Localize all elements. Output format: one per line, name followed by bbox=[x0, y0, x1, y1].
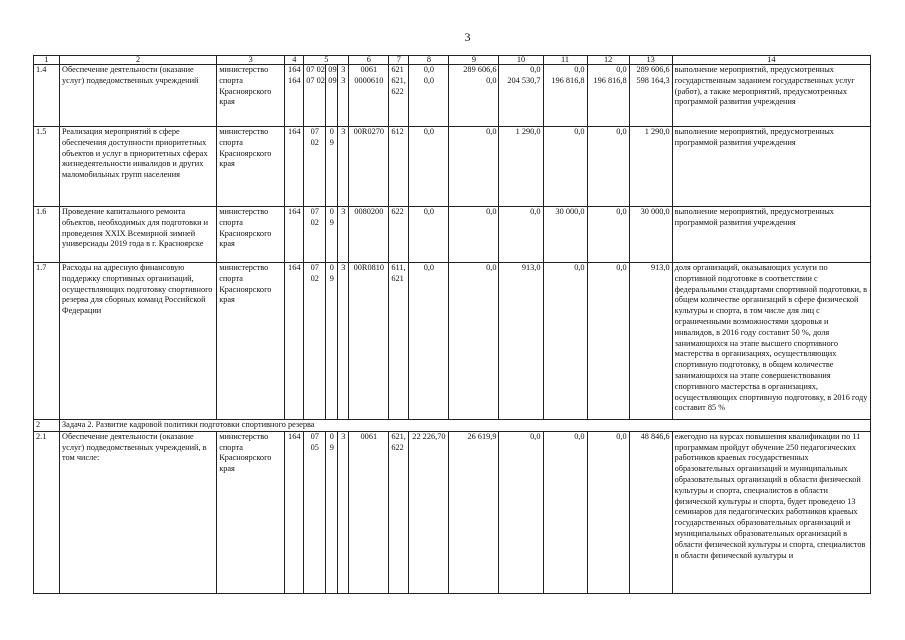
code-cell: 164 bbox=[285, 263, 304, 420]
value-cell: 0,0 bbox=[499, 431, 543, 593]
activity-name: Реализация мероприятий в сфере обеспечения доступности приоритетных объектов и услуг в приоритетных сферах жизнедеятельности инвалидов и других маломобильных групп населения bbox=[60, 127, 217, 207]
code-cell: 07 05 bbox=[304, 431, 326, 593]
code-cell: 3 bbox=[338, 127, 349, 207]
value-cell: 0,0 bbox=[587, 263, 629, 420]
header-cell: 2 bbox=[60, 56, 217, 65]
code-cell: 09 09 bbox=[326, 65, 338, 127]
value-cell: 0,0 0,0 bbox=[409, 65, 449, 127]
row-number: 1.5 bbox=[34, 127, 60, 207]
value-cell: 0,0 bbox=[449, 207, 499, 263]
code-cell: 07 02 07 02 bbox=[304, 65, 326, 127]
value-cell: 30 000,0 bbox=[543, 207, 587, 263]
table-row bbox=[34, 263, 871, 420]
header-cell: 8 bbox=[409, 56, 449, 65]
value-cell: 0,0 bbox=[587, 207, 629, 263]
code-cell: 3 bbox=[338, 207, 349, 263]
table-row bbox=[34, 65, 871, 127]
value-cell: 913,0 bbox=[499, 263, 543, 420]
header-cell: 7 bbox=[389, 56, 409, 65]
code-cell: 07 02 bbox=[304, 127, 326, 207]
code-cell: 622 bbox=[389, 207, 409, 263]
value-cell: 48 846,6 bbox=[629, 431, 672, 593]
task-row bbox=[34, 420, 871, 432]
value-cell: 1 290,0 bbox=[499, 127, 543, 207]
header-cell: 12 bbox=[587, 56, 629, 65]
value-cell: 30 000,0 bbox=[629, 207, 672, 263]
activity-name: Расходы на адресную финансовую поддержку спортивных организаций, осуществляющих подготовку спортивного резерва для сборных команд Российской Федерации bbox=[60, 263, 217, 420]
code-cell: 00R0810 bbox=[349, 263, 389, 420]
header-cell: 3 bbox=[217, 56, 285, 65]
header-cell: 11 bbox=[543, 56, 587, 65]
activity-name: Обеспечение деятельности (оказание услуг) подведомственных учреждений, в том числе: bbox=[60, 431, 217, 593]
program-table bbox=[33, 55, 871, 594]
code-cell: 164 bbox=[285, 207, 304, 263]
grbs-name: министерство спорта Красноярского края bbox=[217, 65, 285, 127]
value-cell: 26 619,9 bbox=[449, 431, 499, 593]
grbs-name: министерство спорта Красноярского края bbox=[217, 263, 285, 420]
task-number: 2 bbox=[34, 420, 60, 432]
code-cell: 621 621, 622 bbox=[389, 65, 409, 127]
header-cell: 1 bbox=[34, 56, 60, 65]
value-cell: 22 226,70 bbox=[409, 431, 449, 593]
table-row bbox=[34, 127, 871, 207]
header-cell: 5 bbox=[304, 56, 349, 65]
page-number: 3 bbox=[464, 30, 471, 44]
expected-result: выполнение мероприятий, предусмотренных государственным заданием государственных услуг (работ), а также мероприятий, предусмотренных программой развития учреждения bbox=[672, 65, 870, 127]
activity-name: Обеспечение деятельности (оказание услуг) подведомственных учреждений bbox=[60, 65, 217, 127]
value-cell: 0,0 bbox=[449, 127, 499, 207]
code-cell: 3 3 bbox=[338, 65, 349, 127]
value-cell: 0,0 bbox=[499, 207, 543, 263]
expected-result: доля организаций, оказывающих услуги по спортивной подготовке в соответствии с федеральными стандартами спортивной подготовки, в общем количестве организаций в сфере физической культуры и спорта, в том числе для лиц с ограниченными возможностями здоровья и инвалидов, в 2016 году составит 50 %, доля занимающихся на этапе высшего спортивного мастерства в организациях, осуществляющих спортивную подготовку, в общем количестве занимающихся на этапе совершенствования спортивного мастерства в организациях, осуществляющих спортивную подготовку, в 2016 году составит 85 % bbox=[672, 263, 870, 420]
table-row bbox=[34, 431, 871, 593]
value-cell: 0,0 bbox=[587, 431, 629, 593]
value-cell: 913,0 bbox=[629, 263, 672, 420]
header-cell: 6 bbox=[349, 56, 389, 65]
value-cell: 0,0 bbox=[543, 127, 587, 207]
row-number: 1.4 bbox=[34, 65, 60, 127]
header-cell: 14 bbox=[672, 56, 870, 65]
code-cell: 3 bbox=[338, 431, 349, 593]
code-cell: 0061 0000610 bbox=[349, 65, 389, 127]
header-row bbox=[34, 56, 871, 65]
header-cell: 9 bbox=[449, 56, 499, 65]
value-cell: 0,0 bbox=[409, 207, 449, 263]
code-cell: 621, 622 bbox=[389, 431, 409, 593]
value-cell: 289 606,6 598 164,3 bbox=[629, 65, 672, 127]
grbs-name: министерство спорта Красноярского края bbox=[217, 127, 285, 207]
value-cell: 1 290,0 bbox=[629, 127, 672, 207]
code-cell: 164 bbox=[285, 431, 304, 593]
value-cell: 0,0 bbox=[543, 431, 587, 593]
value-cell: 0,0 196 816,8 bbox=[543, 65, 587, 127]
code-cell: 611, 621 bbox=[389, 263, 409, 420]
row-number: 2.1 bbox=[34, 431, 60, 593]
grbs-name: министерство спорта Красноярского края bbox=[217, 431, 285, 593]
task-title: Задача 2. Развитие кадровой политики подготовки спортивного резерва bbox=[60, 420, 871, 432]
activity-name: Проведение капитального ремонта объектов, необходимых для подготовки и проведения XXIX Всемирной зимней универсиады 2019 года в г. Красноярске bbox=[60, 207, 217, 263]
header-cell: 4 bbox=[285, 56, 304, 65]
code-cell: 612 bbox=[389, 127, 409, 207]
header-cell: 10 bbox=[499, 56, 543, 65]
code-cell: 164 164 bbox=[285, 65, 304, 127]
row-number: 1.7 bbox=[34, 263, 60, 420]
value-cell: 0,0 bbox=[409, 127, 449, 207]
expected-result: ежегодно на курсах повышения квалификации по 11 программам пройдут обучение 250 педагогических работников краевых государственных образовательных организаций и муниципальных образовательных организаций в области физической культуры и спорта, специалистов в области физической культуры и спорта, будет проведено 13 семинаров для педагогических работников краевых государственных образовательных организаций и муниципальных образовательных организаций в области физической культуры и спорта, специалистов в области физической культуры и bbox=[672, 431, 870, 593]
value-cell: 0,0 bbox=[543, 263, 587, 420]
code-cell: 07 02 bbox=[304, 263, 326, 420]
table-row bbox=[34, 207, 871, 263]
code-cell: 0061 bbox=[349, 431, 389, 593]
expected-result: выполнение мероприятий, предусмотренных программой развития учреждения bbox=[672, 127, 870, 207]
value-cell: 289 606,6 0,0 bbox=[449, 65, 499, 127]
grbs-name: министерство спорта Красноярского края bbox=[217, 207, 285, 263]
header-cell: 13 bbox=[629, 56, 672, 65]
code-cell: 09 bbox=[326, 127, 338, 207]
code-cell: 09 bbox=[326, 431, 338, 593]
value-cell: 0,0 204 530,7 bbox=[499, 65, 543, 127]
value-cell: 0,0 196 816,8 bbox=[587, 65, 629, 127]
value-cell: 0,0 bbox=[587, 127, 629, 207]
code-cell: 09 bbox=[326, 263, 338, 420]
code-cell: 3 bbox=[338, 263, 349, 420]
value-cell: 0,0 bbox=[449, 263, 499, 420]
expected-result: выполнение мероприятий, предусмотренных программой развития учреждения bbox=[672, 207, 870, 263]
code-cell: 09 bbox=[326, 207, 338, 263]
code-cell: 164 bbox=[285, 127, 304, 207]
code-cell: 0080200 bbox=[349, 207, 389, 263]
code-cell: 07 02 bbox=[304, 207, 326, 263]
code-cell: 00R0270 bbox=[349, 127, 389, 207]
value-cell: 0,0 bbox=[409, 263, 449, 420]
row-number: 1.6 bbox=[34, 207, 60, 263]
